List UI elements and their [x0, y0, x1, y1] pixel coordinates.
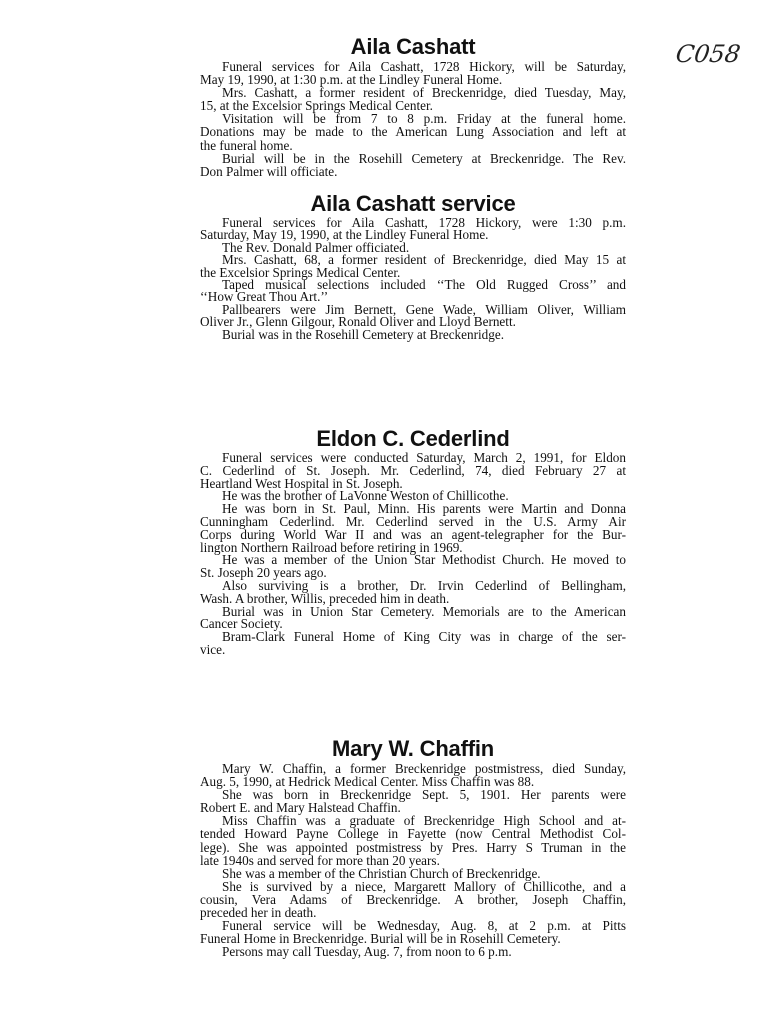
text-line: Burial will be in the Rosehill Cemetery at Breckenridge. The Rev. [222, 150, 626, 166]
text-line: Persons may call Tuesday, Aug. 7, from noon to 6 p.m. [222, 944, 512, 960]
text-line: Pallbearers were Jim Bernett, Gene Wade, William Oliver, William [222, 301, 626, 317]
text-line: Oliver Jr., Glenn Gilgour, Ronald Oliver and Lloyd Bernett. [200, 314, 516, 330]
text-line: Taped musical selections included ‘‘The Old Rugged Cross’’ and [222, 277, 626, 293]
text-line: St. Joseph 20 years ago. [200, 565, 327, 581]
text-line: Don Palmer will officiate. [200, 163, 338, 179]
text-line: Funeral Home in Breckenridge. Burial will be in Rosehill Cemetery. [200, 931, 561, 947]
text-line: vice. [200, 641, 226, 657]
text-line: Saturday, May 19, 1990, at the Lindley Funeral Home. [200, 227, 489, 243]
text-line: She was a member of the Christian Church of Breckenridge. [222, 865, 541, 881]
text-line: Mary W. Chaffin, a former Breckenridge postmistress, died Sunday, [222, 761, 626, 776]
article-title: Aila Cashatt service [310, 191, 516, 216]
text-line: Burial was in the Rosehill Cemetery at Breckenridge. [222, 326, 504, 342]
text-line: the Excelsior Springs Medical Center. [200, 264, 401, 280]
text-line: Cancer Society. [200, 616, 283, 632]
article-title: Aila Cashatt [350, 34, 476, 59]
text-line: Mrs. Cashatt, a former resident of Breckenridge, died Tuesday, May, [222, 85, 626, 101]
text-line: He was born in St. Paul, Minn. His parents were Martin and Donna [222, 501, 626, 517]
text-line: Also surviving is a brother, Dr. Irvin Cederlind of Bellingham, [222, 577, 626, 593]
text-line: Heartland West Hospital in St. Joseph. [200, 475, 403, 491]
text-line: Funeral services for Aila Cashatt, 1728 Hickory, will be Saturday, [222, 59, 626, 74]
text-line: preceded her in death. [200, 905, 317, 921]
text-line: late 1940s and served for more than 20 years. [200, 852, 440, 868]
handwritten-page-code: C058 [674, 40, 743, 68]
article-title: Mary W. Chaffin [331, 736, 494, 761]
text-line: Donations may be made to the American Lung Association and left at [200, 124, 626, 140]
text-line: the funeral home. [200, 137, 293, 153]
text-line: Aug. 5, 1990, at Hedrick Medical Center. Miss Chaffin was 88. [200, 774, 535, 790]
text-line: He was the brother of LaVonne Weston of Chillicothe. [222, 488, 509, 504]
text-line: Visitation will be from 7 to 8 p.m. Friday at the funeral home. [222, 111, 626, 127]
text-line: Burial was in Union Star Cemetery. Memorials are to the American [222, 603, 626, 619]
text-line: Bram-Clark Funeral Home of King City was in charge of the ser- [222, 629, 626, 645]
text-line: C. Cederlind of St. Joseph. Mr. Cederlind, 74, died February 27 at [200, 462, 626, 478]
text-line: lege). She was appointed postmistress by Pres. Harry S Truman in the [200, 839, 626, 855]
text-line: 15, at the Excelsior Springs Medical Center. [200, 98, 433, 114]
text-line: Miss Chaffin was a graduate of Breckenridge High School and at- [222, 813, 626, 829]
obituary-eldon-cederlind [200, 426, 626, 657]
text-line: tended Howard Payne College in Fayette (now Central Methodist Col- [200, 826, 626, 842]
text-line: She is survived by a niece, Margarett Mallory of Chillicothe, and a [222, 878, 626, 894]
text-line: The Rev. Donald Palmer officiated. [222, 239, 410, 255]
text-line: lington Northern Railroad before retiring in 1969. [200, 539, 463, 555]
obituary-mary-chaffin [200, 736, 626, 958]
text-line: Funeral service will be Wednesday, Aug. 8, at 2 p.m. at Pitts [222, 918, 626, 934]
text-line: Funeral services for Aila Cashatt, 1728 Hickory, were 1:30 p.m. [222, 215, 626, 230]
text-line: Robert E. and Mary Halstead Chaffin. [200, 800, 401, 816]
text-line: He was a member of the Union Star Methodist Church. He moved to [222, 552, 626, 568]
text-line: Mrs. Cashatt, 68, a former resident of Breckenridge, died May 15 at [222, 252, 626, 268]
text-line: ‘‘How Great Thou Art.’’ [200, 289, 329, 305]
text-line: Corps during World War II and was an agent-telegrapher for the Bur- [200, 526, 626, 542]
text-line: Wash. A brother, Willis, preceded him in death. [200, 590, 450, 606]
obituary-aila-cashatt [200, 34, 626, 178]
text-line: Funeral services were conducted Saturday, March 2, 1991, for Eldon [222, 450, 626, 465]
text-line: May 19, 1990, at 1:30 p.m. at the Lindley Funeral Home. [200, 72, 503, 88]
obituary-aila-cashatt-service [200, 191, 626, 341]
text-line: cousin, Vera Adams of Breckenridge. A brother, Joseph Chaffin, [200, 891, 626, 907]
text-line: She was born in Breckenridge Sept. 5, 1901. Her parents were [222, 787, 626, 803]
article-title: Eldon C. Cederlind [316, 426, 510, 451]
text-line: Cunningham Cederlind. Mr. Cederlind served in the U.S. Army Air [200, 513, 626, 529]
